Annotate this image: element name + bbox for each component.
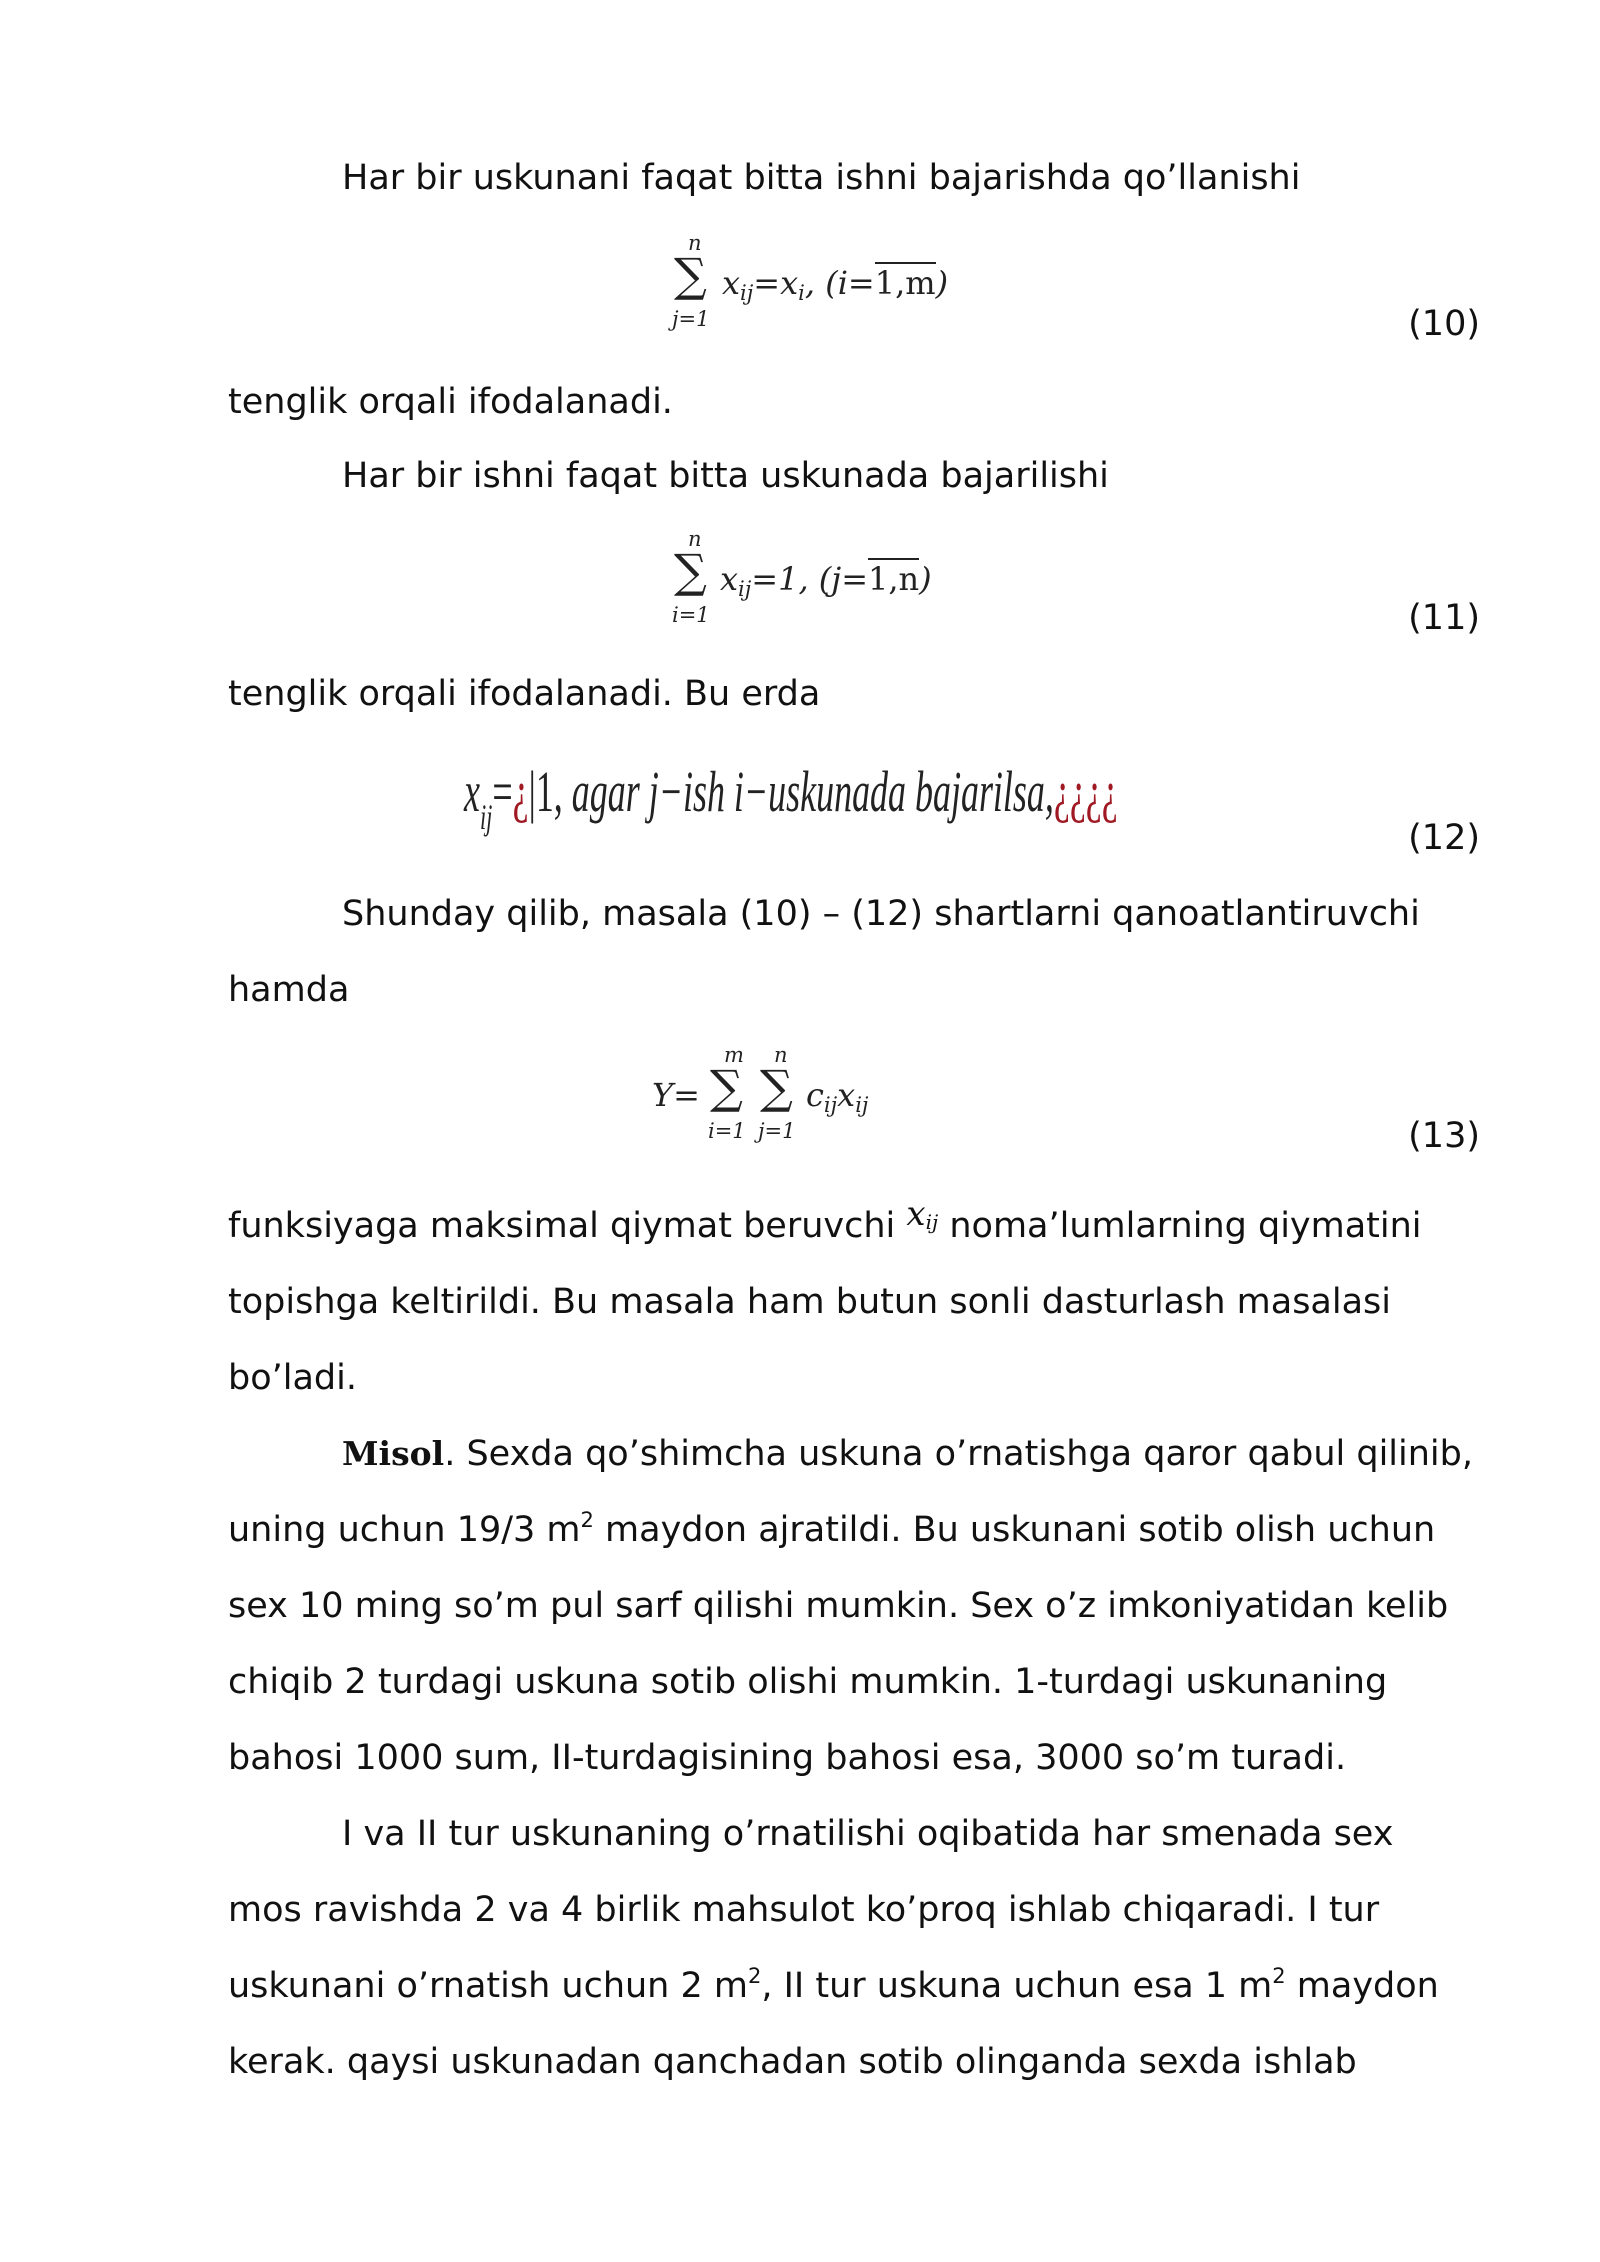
paragraph-text: Har bir ishni faqat bitta uskunada bajarilishi <box>342 456 1109 496</box>
summation-symbol: n ∑ j=1 <box>758 1043 796 1143</box>
paragraph-text: uskunani o’rnatish uchun 2 $m^2$, II tur uskuna uchun esa 1 $m^2$ maydon <box>228 1964 1439 2006</box>
equation-lhs: Y= <box>652 1076 700 1114</box>
paragraph-text: topishga keltirildi. Bu masala ham butun sonli dasturlash masalasi <box>228 1282 1392 1322</box>
paragraph-text: Har bir uskunani faqat bitta ishni bajarishda qo’llanishi <box>342 158 1301 198</box>
paragraph-text: bo’ladi. <box>228 1358 357 1398</box>
paragraph-text: hamda <box>228 970 350 1010</box>
equation-body: $x_{ij}=¿|1$, agar j−ish i−uskunada bajarilsa,¿¿¿¿ <box>464 759 1118 837</box>
inline-variable: xij <box>906 1194 939 1234</box>
example-label: Misol <box>342 1434 445 1473</box>
equation-body: $c_{ij}x_{ij}$ <box>806 1076 869 1117</box>
summation-symbol: m ∑ i=1 <box>708 1043 746 1143</box>
paragraph-text: uning uchun 19/3 $m^2$ maydon ajratildi. Bu uskunani sotib olish uchun <box>228 1508 1436 1550</box>
summation-symbol: n ∑ j=1 <box>672 231 710 331</box>
paragraph-text: mos ravishda 2 va 4 birlik mahsulot ko’proq ishlab chiqaradi. I tur <box>228 1890 1380 1930</box>
summation-symbol: n ∑ i=1 <box>672 527 710 627</box>
equation-body: $x_{ij}=1$, (j=1,n) <box>720 560 932 601</box>
equation-number: (12) <box>1408 818 1480 858</box>
paragraph-text: bahosi 1000 sum, II-turdagisining bahosi esa, 3000 so’m turadi. <box>228 1738 1347 1778</box>
paragraph-text: tenglik orqali ifodalanadi. <box>228 382 673 422</box>
paragraph-text: funksiyaga maksimal qiymat beruvchi xij noma’lumlarning qiymatini <box>228 1194 1422 1246</box>
paragraph-text: kerak. qaysi uskunadan qanchadan sotib olinganda sexda ishlab <box>228 2042 1357 2082</box>
equation-number: (13) <box>1408 1116 1480 1156</box>
equation-body: $x_{ij}=x_i$, (i=1,m) <box>722 264 949 305</box>
paragraph-text: sex 10 ming so’m pul sarf qilishi mumkin. Sex o’z imkoniyatidan kelib <box>228 1586 1449 1626</box>
paragraph-text: Misol. Sexda qo’shimcha uskuna o’rnatishga qaror qabul qilinib, <box>342 1434 1473 1474</box>
paragraph-text: tenglik orqali ifodalanadi. Bu erda <box>228 674 821 714</box>
paragraph-text: chiqib 2 turdagi uskuna sotib olishi mumkin. 1-turdagi uskunaning <box>228 1662 1388 1702</box>
equation-number: (10) <box>1408 304 1480 344</box>
equation-number: (11) <box>1408 598 1480 638</box>
paragraph-text: I va II tur uskunaning o’rnatilishi oqibatida har smenada sex <box>342 1814 1394 1854</box>
paragraph-text: Shunday qilib, masala (10) – (12) shartlarni qanoatlantiruvchi <box>342 894 1420 934</box>
